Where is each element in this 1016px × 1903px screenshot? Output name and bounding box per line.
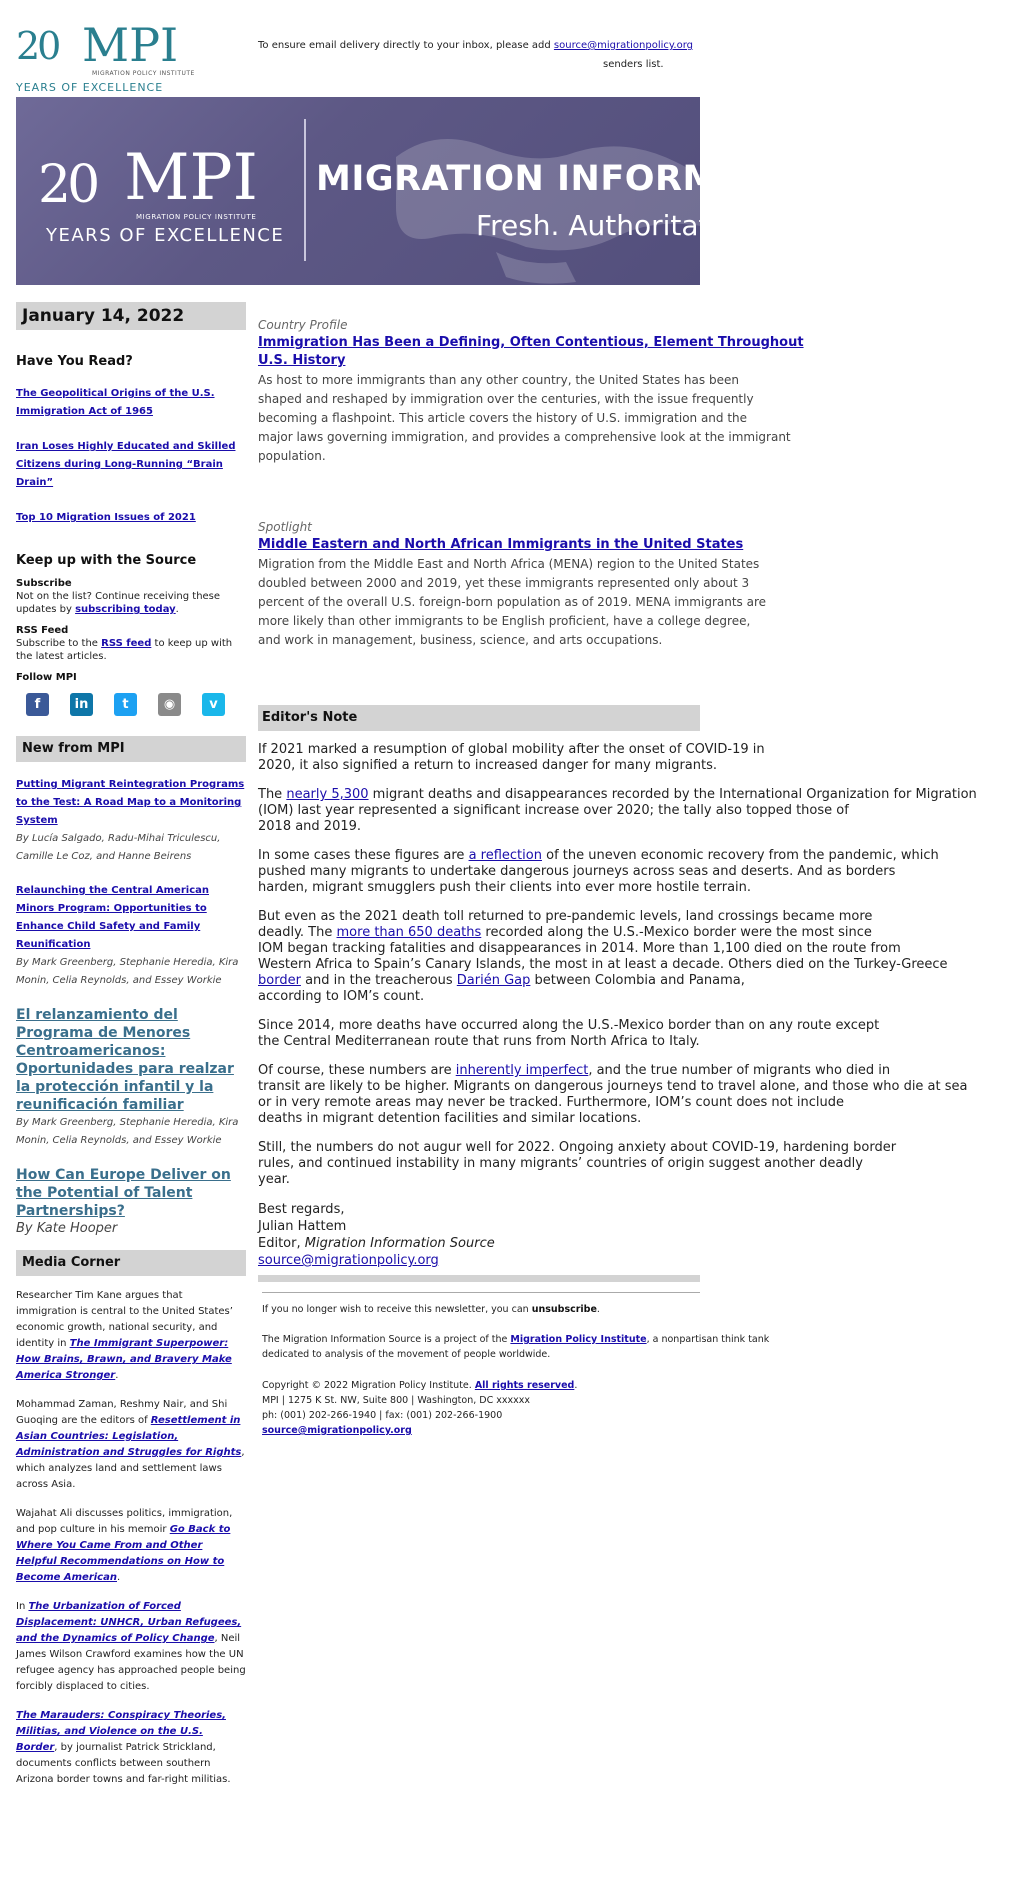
- mpi-report-link-1[interactable]: Putting Migrant Reintegration Programs to the Test: A Road Map to a Monitoring System: [16, 779, 245, 826]
- footer-rule: [262, 1292, 700, 1293]
- editor-name: Julian Hattem: [258, 1219, 347, 1234]
- rss-title: RSS Feed: [16, 625, 69, 636]
- follow-title: Follow MPI: [16, 672, 77, 683]
- have-you-read-heading: Have You Read?: [16, 354, 133, 369]
- hero-banner: [16, 97, 1016, 285]
- note-paragraph: Of course, these numbers are inherently imperfect, and the true number of migrants who died in transit are likely to be higher. Migrants on dangerous journeys tend to travel alone, and those who die at sea or in very remote areas may never be tracked. Furthermore, IOM’s count does not include deaths in migrant detention facilities and similar locations.: [258, 1063, 968, 1126]
- media-book-link[interactable]: Resettlement in Asian Countries: Legislation, Administration and Struggles for Rights: [16, 1415, 242, 1458]
- world-map-graphic: [376, 117, 736, 287]
- mpi-report-link-3[interactable]: El relanzamiento del Programa de Menores Centroamericanos: Oportunidades para realzar la protección infantil y la reunificación familiar: [16, 1007, 234, 1113]
- article-spotlight: [258, 520, 767, 650]
- unsubscribe-notice: If you no longer wish to receive this newsletter, you can unsubscribe.: [262, 1304, 600, 1315]
- editors-note-heading: Editor's Note: [258, 705, 700, 731]
- media-item: Wajahat Ali discusses politics, immigration, and pop culture in his memoir Go Back to Where You Came From and Other Helpful Recommendations on How to Become American.: [16, 1508, 233, 1583]
- logo-years: YEARS OF EXCELLENCE: [16, 81, 164, 94]
- media-book-link[interactable]: The Urbanization of Forced Displacement: UNHCR, Urban Refugees, and the Dynamics of Policy Change: [16, 1601, 242, 1644]
- read-link-2[interactable]: Iran Loses Highly Educated and Skilled Citizens during Long-Running “Brain Drain”: [16, 441, 236, 488]
- a-reflection-link[interactable]: a reflection: [468, 848, 542, 863]
- read-link-1[interactable]: The Geopolitical Origins of the U.S. Immigration Act of 1965: [16, 388, 215, 417]
- mpi-site-link[interactable]: Migration Policy Institute: [510, 1334, 647, 1345]
- article-title-link[interactable]: Middle Eastern and North African Immigrants in the United States: [258, 537, 744, 552]
- media-book-link[interactable]: The Immigrant Superpower: How Brains, Brawn, and Bravery Make America Stronger: [16, 1338, 232, 1381]
- main-articles: [258, 318, 804, 650]
- keep-up-heading: Keep up with the Source: [16, 553, 197, 568]
- editors-note-body: [258, 742, 977, 1269]
- article-label: Spotlight: [258, 520, 312, 534]
- nearly-5300-link[interactable]: nearly 5,300: [286, 787, 369, 802]
- note-paragraph: The nearly 5,300 migrant deaths and disappearances recorded by the International Organization for Migration (IOM) last year represented a significant increase over 2020; the tally also topped those of 2018 and 2019.: [258, 787, 977, 834]
- banner-name: MPI: [124, 141, 258, 215]
- logo-subtitle: MIGRATION POLICY INSTITUTE: [92, 70, 195, 77]
- signature: Best regards, Julian Hattem Editor, Migration Information Source source@migrationpolicy.org: [258, 1201, 700, 1269]
- banner-subtitle: MIGRATION POLICY INSTITUTE: [136, 213, 257, 221]
- media-book-link[interactable]: The Marauders: Conspiracy Theories, Militias, and Violence on the U.S. Border: [16, 1710, 226, 1753]
- mpi-report-authors-3: By Mark Greenberg, Stephanie Heredia, Kira Monin, Celia Reynolds, and Essey Workie: [16, 1117, 239, 1146]
- logo-number: 20: [16, 24, 59, 68]
- mpi-report-authors-2: By Mark Greenberg, Stephanie Heredia, Kira Monin, Celia Reynolds, and Essey Workie: [16, 957, 239, 986]
- note-paragraph: Still, the numbers do not augur well for 2022. Ongoing anxiety about COVID-19, hardening border rules, and continued instability in many migrants’ countries of origin suggest another deadly year.: [258, 1140, 897, 1187]
- linkedin-icon[interactable]: in: [70, 693, 93, 716]
- unsubscribe-link[interactable]: unsubscribe: [531, 1304, 597, 1315]
- vimeo-icon[interactable]: v: [202, 693, 225, 716]
- article-summary: As host to more immigrants than any other country, the United States has been shaped and reshaped by immigration over the centuries, with the issue frequently becoming a flashpoint. This article covers the history of U.S. immigration and the major laws governing immigration, and provides a comprehensive look at the immigrant population.: [258, 373, 791, 463]
- mpi-report-authors-4: By Kate Hooper: [16, 1221, 118, 1236]
- mpi-report-authors-1: By Lucía Salgado, Radu-Mihai Triculescu, Camille Le Coz, and Hanne Beirens: [16, 833, 221, 862]
- note-paragraph: In some cases these figures are a reflection of the uneven economic recovery from the pandemic, which pushed many migrants to undertake dangerous journeys across seas and deserts. And as borders harden, migrant smugglers push their clients into ever more hostile terrain.: [258, 848, 939, 895]
- note-paragraph: But even as the 2021 death toll returned to pre-pandemic levels, land crossings became more deadly. The more than 650 deaths recorded along the U.S.-Mexico border were the most since IOM began tracking fatalities and disappearances in 2014. More than 1,100 died on the route from Western Africa to Spain’s Canary Islands, the most in at least a decade. Others died on the Turkey-Greece border and in the treacherous Darién Gap between Colombia and Panama, according to IOM’s count.: [258, 909, 948, 1004]
- facebook-icon[interactable]: f: [26, 693, 49, 716]
- banner-title: MIGRATION INFORMATION SOURCE: [316, 159, 1016, 199]
- article-summary: Migration from the Middle East and North Africa (MENA) region to the United States doubled between 2000 and 2019, yet these immigrants represented only about 3 percent of the overall U.S. foreign-born population as of 2019. MENA immigrants are more likely than other immigrants to be English proficient, have a college degree, and work in management, business, science, and arts occupations.: [258, 557, 767, 647]
- media-item: Researcher Tim Kane argues that immigration is central to the United States’ economic growth, national security, and identity in The Immigrant Superpower: How Brains, Brawn, and Bravery Make America Stronger.: [16, 1290, 233, 1381]
- banner-tagline: Fresh. Authoritative.: [476, 209, 760, 242]
- subscribe-title: Subscribe: [16, 578, 72, 589]
- media-item: The Marauders: Conspiracy Theories, Militias, and Violence on the U.S. Border, by journalist Patrick Strickland, documents conflicts between southern Arizona border towns and far-right militias.: [16, 1710, 231, 1785]
- mpi-report-link-2[interactable]: Relaunching the Central American Minors Program: Opportunities to Enhance Child Safety and Family Reunification: [16, 885, 209, 950]
- media-item: In The Urbanization of Forced Displacement: UNHCR, Urban Refugees, and the Dynamics of Policy Change, Neil James Wilson Crawford examines how the UN refugee agency has approached people being forcibly displaced to cities.: [16, 1601, 246, 1692]
- media-corner-heading: Media Corner: [16, 1250, 246, 1276]
- twitter-icon[interactable]: t: [114, 693, 137, 716]
- article-country-profile: [258, 318, 804, 466]
- 650-deaths-link[interactable]: more than 650 deaths: [336, 925, 482, 940]
- banner-years: YEARS OF EXCELLENCE: [46, 225, 285, 246]
- inherently-imperfect-link[interactable]: inherently imperfect: [455, 1063, 589, 1078]
- mpi-logo[interactable]: [16, 18, 196, 94]
- read-link-3[interactable]: Top 10 Migration Issues of 2021: [16, 512, 196, 523]
- sidebar: January 14, 2022 Have You Read? The Geopolitical Origins of the U.S. Immigration Act of 1965 Iran Loses Highly Educated and Skilled Citizens during Long-Running “Brain Drain” Top 10 Migration Issues of 2021 Keep up with the Source Subscribe Not on the list? Continue receiving these updates by subscribing today. RSS Feed Subscribe to the RSS feed to keep up with the latest articles. Follow MPI f in t ◉ v New from MPI Putting Migrant Reintegration Programs to the Test: A Road Map to a Monitoring System By Lucía Salgado, Radu-Mihai Triculescu, Camille Le Coz, and Hanne Beirens Relaunching the Central American Minors Program: Opportunities to Enhance Child Safety and Family Reunification By Mark Greenberg, Stephanie Heredia, Kira Monin, Celia Reynolds, and Essey Workie El relanzamiento del Programa de Menores Centroamericanos: Oportunidades para realzar la protección infantil y la reunificación familiar By Mark Greenberg, Stephanie Heredia, Kira Monin, Celia Reynolds, and Essey Workie How Can Europe Deliver on the Potential of Talent Partnerships? By Kate Hooper Media Corner Researcher Tim Kane argues that immigration is central to the United States’ economic growth, national security, and identity in The Immigrant Superpower: How Brains, Brawn, and Bravery Make America Stronger. Mohammad Zaman, Reshmy Nair, and Shi Guoqing are the editors of Resettlement in Asian Countries: Legislation, Administration and Struggles for Rights, which analyzes land and settlement laws across Asia. Wajahat Ali discusses politics, immigration, and pop culture in his memoir Go Back to Where You Came From and Other Helpful Recommendations on How to Become American. In The Urbanization of Forced Displacement: UNHCR, Urban Refugees, and the Dynamics of Policy Change, Neil James Wilson Crawford examines how the UN refugee agency has approached people being forcibly displaced to cities. The Marauders: Conspiracy Theories, Militias, and Violence on the U.S. Border, by journalist Patrick Strickland, documents conflicts between southern Arizona border towns and far-right militias.: [16, 302, 246, 1788]
- banner-divider: [304, 119, 306, 261]
- new-from-mpi-heading: New from MPI: [16, 736, 246, 762]
- media-book-link[interactable]: Go Back to Where You Came From and Other Helpful Recommendations on How to Become American: [16, 1524, 231, 1583]
- editor-email-link[interactable]: source@migrationpolicy.org: [258, 1253, 439, 1268]
- media-item: Mohammad Zaman, Reshmy Nair, and Shi Guoqing are the editors of Resettlement in Asian Countries: Legislation, Administration and Struggles for Rights, which analyzes land and settlement laws across Asia.: [16, 1399, 245, 1490]
- footer-divider: [258, 1275, 700, 1282]
- banner-number: 20: [38, 155, 97, 215]
- article-label: Country Profile: [258, 318, 348, 332]
- mpi-report-link-4[interactable]: How Can Europe Deliver on the Potential of Talent Partnerships?: [16, 1167, 231, 1219]
- note-paragraph: Since 2014, more deaths have occurred along the U.S.-Mexico border than on any route except the Central Mediterranean route that runs from North Africa to Italy.: [258, 1018, 880, 1049]
- note-paragraph: If 2021 marked a resumption of global mobility after the onset of COVID-19 in 2020, it also signified a return to increased danger for many migrants.: [258, 742, 765, 773]
- delivery-email-link[interactable]: source@migrationpolicy.org: [553, 40, 693, 51]
- issue-date: January 14, 2022: [16, 302, 246, 330]
- logo-name: MPI: [82, 18, 179, 72]
- article-title-link[interactable]: Immigration Has Been a Defining, Often Contentious, Element Throughout U.S. History: [258, 335, 804, 368]
- subscribe-link[interactable]: subscribing today: [75, 604, 176, 615]
- copyright-block: Copyright © 2022 Migration Policy Institute. All rights reserved. MPI | 1275 K St. NW, Suite 800 | Washington, DC xxxxxx ph: (001) 202-266-1940 | fax: (001) 202-266-1900 source@migrationpolicy.org: [262, 1380, 578, 1436]
- project-notice: The Migration Information Source is a project of the Migration Policy Institute, a nonpartisan think tank dedicated to analysis of the movement of people worldwide.: [262, 1334, 770, 1360]
- border-link[interactable]: border: [258, 973, 301, 988]
- social-links: [26, 693, 246, 716]
- darien-gap-link[interactable]: Darién Gap: [456, 973, 531, 988]
- podcast-icon[interactable]: ◉: [158, 693, 181, 716]
- footer-email-link[interactable]: source@migrationpolicy.org: [262, 1425, 412, 1436]
- delivery-notice: To ensure email delivery directly to your inbox, please add source@migrationpolicy.org senders list.: [258, 40, 693, 70]
- rights-link[interactable]: All rights reserved: [474, 1380, 575, 1391]
- rss-link[interactable]: RSS feed: [101, 638, 152, 649]
